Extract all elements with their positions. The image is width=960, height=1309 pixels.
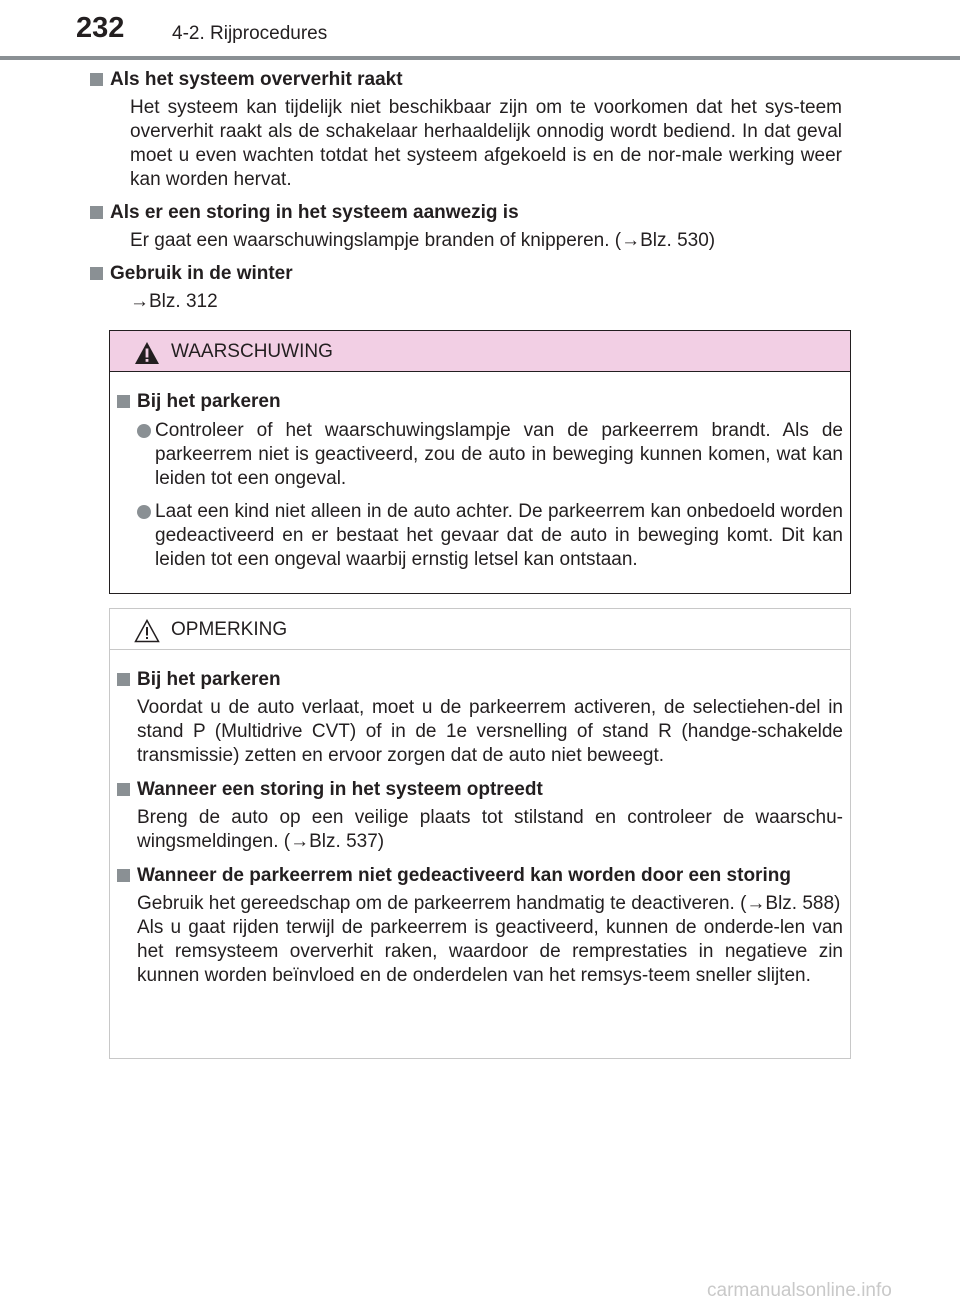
- warning-box: [109, 330, 851, 594]
- section-heading: Als het systeem oververhit raakt: [90, 67, 842, 93]
- note-text: Als u gaat rijden terwijl de parkeerrem is geactiveerd, kunnen de onderde-len van het remsysteem oververhit raken, waardoor de remprestaties in negatieve zin kunnen worden beïnvloed en de onderdelen van het remsys-teem sneller slijten.: [137, 917, 843, 986]
- note-heading: Wanneer een storing in het systeem optreedt: [117, 777, 843, 803]
- note-text: Gebruik het gereedschap om de parkeerrem handmatig te deactiveren. (→Blz. 588): [137, 893, 841, 914]
- section-text: Er gaat een waarschuwingslampje branden of knipperen. (→Blz. 530): [130, 230, 716, 251]
- section-text: Het systeem kan tijdelijk niet beschikbaar zijn om te voorkomen dat het sys-teem oververhit raakt als de schakelaar herhaaldelijk onnodig wordt bediend. In dat geval moet u even wachten totdat het systeem afgekoeld is en de nor-male werking weer kan worden hervat.: [130, 97, 842, 190]
- square-bullet-icon: [117, 673, 130, 686]
- section-heading: Gebruik in de winter: [90, 261, 842, 287]
- note-text: Breng de auto op een veilige plaats tot stilstand en controleer de waarschu-wingsmeldingen. (→Blz. 537): [137, 807, 843, 852]
- square-bullet-icon: [90, 73, 103, 86]
- note-heading: Bij het parkeren: [117, 667, 843, 693]
- round-bullet-icon: [137, 505, 151, 519]
- note-label: OPMERKING: [171, 619, 288, 640]
- note-text: Voordat u de auto verlaat, moet u de parkeerrem activeren, de selectiehen-del in stand P (Multidrive CVT) of in de 1e versnelling of stand R (handge-schakelde transmissie) zetten en ervoor zorgen dat de auto niet beweegt.: [137, 697, 843, 766]
- caution-triangle-icon: [134, 619, 160, 643]
- warning-label: WAARSCHUWING: [171, 341, 333, 362]
- warning-heading: Bij het parkeren: [117, 389, 843, 415]
- warning-header: [110, 331, 850, 372]
- note-box: [109, 608, 851, 1059]
- note-heading: Wanneer de parkeerrem niet gedeactiveerd kan worden door een storing: [117, 863, 843, 889]
- warning-bullet: Controleer of het waarschuwingslampje van de parkeerrem brandt. Als de parkeerrem niet is geactiveerd, zou de auto in beweging kunnen komen, wat kan leiden tot een ongeval.: [117, 419, 843, 491]
- square-bullet-icon: [90, 267, 103, 280]
- round-bullet-icon: [137, 424, 151, 438]
- square-bullet-icon: [117, 395, 130, 408]
- note-header: [110, 609, 850, 650]
- page-number: 232: [76, 12, 125, 44]
- section-text: →Blz. 312: [130, 291, 218, 312]
- main-content: [110, 67, 842, 314]
- square-bullet-icon: [90, 206, 103, 219]
- header-rule: [0, 56, 960, 60]
- warning-bullet: Laat een kind niet alleen in de auto achter. De parkeerrem kan onbedoeld worden gedeactiveerd en er bestaat het gevaar dat de auto in beweging komt. Dit kan leiden tot een ongeval waarbij ernstig letsel kan ontstaan.: [117, 500, 843, 572]
- chapter-title: 4-2. Rijprocedures: [172, 23, 328, 44]
- square-bullet-icon: [117, 869, 130, 882]
- section-heading: Als er een storing in het systeem aanwezig is: [90, 200, 842, 226]
- watermark: carmanualsonline.info: [707, 1280, 892, 1301]
- warning-triangle-icon: [134, 341, 160, 365]
- square-bullet-icon: [117, 783, 130, 796]
